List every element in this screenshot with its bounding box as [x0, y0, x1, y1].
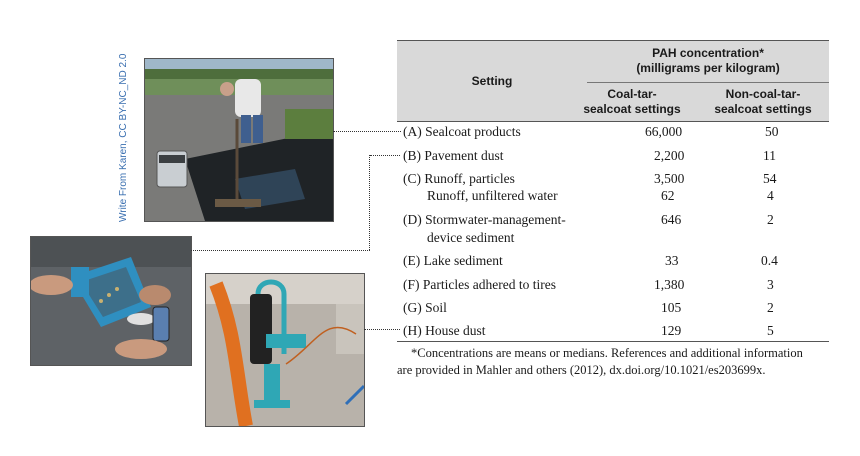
non-coal-tar-value: 4	[767, 188, 774, 203]
header-pah-line2: (milligrams per kilogram)	[636, 61, 780, 75]
leader-line-a	[333, 131, 401, 132]
coal-tar-value: 3,500	[654, 171, 685, 186]
header-divider	[587, 82, 829, 83]
footnote-line2: are provided in Mahler and others (2012), dx.doi.org/10.1021/es203699x.	[397, 363, 766, 377]
leader-line-h	[364, 329, 400, 330]
non-coal-tar-value: 54	[763, 171, 777, 186]
leader-line-b-vertical	[369, 155, 370, 250]
footnote	[397, 345, 837, 379]
non-coal-tar-value: 50	[765, 124, 779, 139]
row-label: (B) Pavement dust	[403, 148, 504, 163]
non-coal-tar-value: 0.4	[761, 253, 778, 268]
row-label: (F) Particles adhered to tires	[403, 277, 556, 292]
header-pah-line1: PAH concentration*	[652, 46, 764, 60]
coal-tar-value: 105	[661, 300, 682, 315]
footnote-line1: *Concentrations are means or medians. References and additional information	[411, 346, 803, 360]
pavement-dust-photo	[30, 236, 192, 366]
row-label: (E) Lake sediment	[403, 253, 503, 268]
row-label-continued: device sediment	[427, 230, 515, 245]
table-header	[397, 40, 829, 122]
leader-line-b-horizontal	[370, 155, 400, 156]
row-label: (D) Stormwater-management-	[403, 212, 566, 227]
row-label: (H) House dust	[403, 323, 486, 338]
row-label: (A) Sealcoat products	[403, 124, 521, 139]
coal-tar-value: 33	[665, 253, 679, 268]
table-bottom-rule	[397, 341, 829, 342]
runoff-sampler-photo	[205, 273, 365, 427]
header-coal-tar-line1: Coal-tar-	[607, 87, 657, 101]
coal-tar-value: 129	[661, 323, 682, 338]
non-coal-tar-value: 2	[767, 212, 774, 227]
row-label: (G) Soil	[403, 300, 447, 315]
row-label: Runoff, unfiltered water	[427, 188, 558, 203]
sealcoat-photo	[144, 58, 334, 222]
coal-tar-value: 1,380	[654, 277, 685, 292]
row-label: (C) Runoff, particles	[403, 171, 515, 186]
coal-tar-value: 646	[661, 212, 682, 227]
pah-table	[397, 40, 829, 338]
non-coal-tar-value: 5	[767, 323, 774, 338]
header-non-coal-tar-line2: sealcoat settings	[714, 102, 812, 116]
coal-tar-value: 2,200	[654, 148, 685, 163]
non-coal-tar-value: 11	[763, 148, 776, 163]
header-non-coal-tar	[697, 87, 829, 117]
header-coal-tar	[577, 87, 687, 117]
header-pah	[587, 46, 829, 76]
header-coal-tar-line2: sealcoat settings	[583, 102, 681, 116]
non-coal-tar-value: 2	[767, 300, 774, 315]
non-coal-tar-value: 3	[767, 277, 774, 292]
header-setting: Setting	[471, 74, 513, 88]
coal-tar-value: 62	[661, 188, 675, 203]
header-non-coal-tar-line1: Non-coal-tar-	[725, 87, 801, 101]
photo-credit: Write From Karen, CC BY-NC_ND 2.0	[118, 53, 129, 222]
leader-line-b-bottom	[191, 250, 370, 251]
coal-tar-value: 66,000	[645, 124, 683, 139]
